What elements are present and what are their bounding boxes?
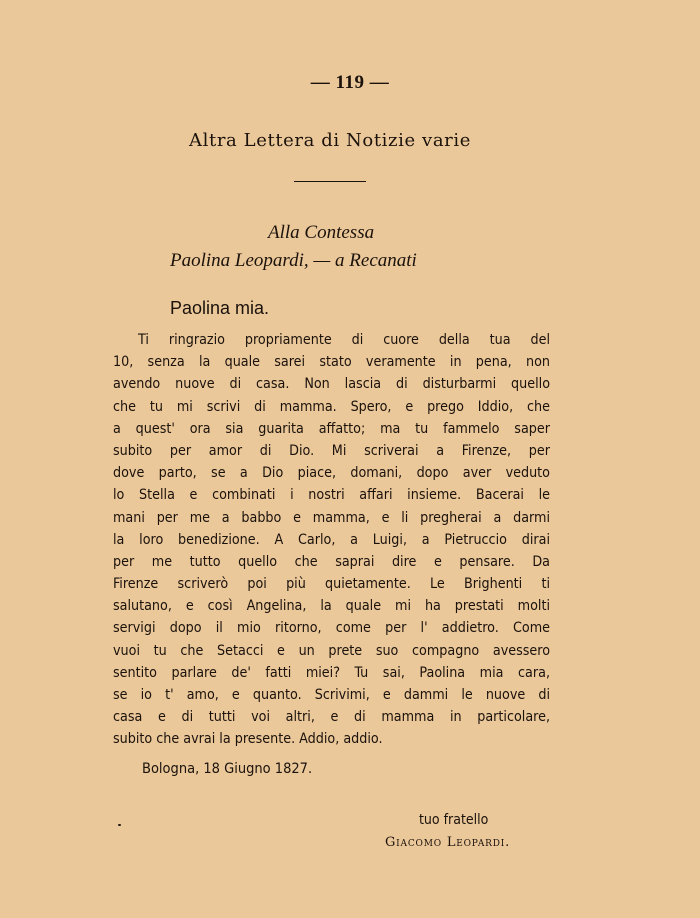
page-title: Altra Lettera di Notizie varie (189, 130, 471, 151)
closing: tuo fratello (419, 812, 489, 828)
body-line: sentito parlare de' fatti miei? Tu sai, Paolina mia cara, (113, 664, 550, 681)
signature: Giacomo Leopardi. (385, 835, 511, 850)
addressee-line-2: Paolina Leopardi, — a Recanati (170, 250, 417, 271)
dateline: Bologna, 18 Giugno 1827. (142, 761, 313, 777)
body-line: subito per amor di Dio. Mi scriverai a Firenze, per (113, 442, 550, 459)
body-line: se io t' amo, e quanto. Scrivimi, e dammi le nuove di (113, 687, 550, 703)
body-line: salutano, e così Angelina, la quale mi ha prestati molti (113, 598, 550, 615)
page-number: — 119 — (310, 72, 390, 93)
body-line: per me tutto quello che saprai dire e pensare. Da (113, 553, 550, 570)
body-line: avendo nuove di casa. Non lascia di disturbarmi quello (113, 376, 550, 393)
body-line: vuoi tu che Setacci e un prete suo compagno avessero (113, 642, 550, 659)
body-line: la loro benedizione. A Carlo, a Luigi, a Pietruccio dirai (113, 531, 550, 548)
body-line: mani per me a babbo e mamma, e li pregherai a darmi (113, 509, 550, 526)
body-line: servigi dopo il mio ritorno, come per l' addietro. Come (113, 620, 550, 637)
title-divider (294, 181, 366, 182)
body-line: 10, senza la quale sarei stato veramente in pena, non (113, 354, 550, 371)
body-line: subito che avrai la presente. Addio, addio. (113, 731, 383, 748)
letter-body (113, 329, 550, 751)
body-line: dove parto, se a Dio piace, domani, dopo aver veduto (113, 465, 550, 482)
ink-speck (118, 824, 121, 826)
body-line: Ti ringrazio propriamente di cuore della tua del (138, 332, 550, 348)
addressee-line-1: Alla Contessa (268, 222, 375, 243)
body-line: Firenze scriverò poi più quietamente. Le Brighenti ti (113, 576, 550, 593)
body-line: a quest' ora sia guarita affatto; ma tu fammelo saper (113, 420, 550, 437)
body-line: che tu mi scrivi di mamma. Spero, e prego Iddio, che (113, 398, 550, 415)
body-line: lo Stella e combinati i nostri affari insieme. Bacerai le (113, 487, 550, 504)
body-line: casa e di tutti voi altri, e di mamma in particolare, (113, 709, 550, 726)
salutation: Paolina mia. (170, 298, 270, 318)
